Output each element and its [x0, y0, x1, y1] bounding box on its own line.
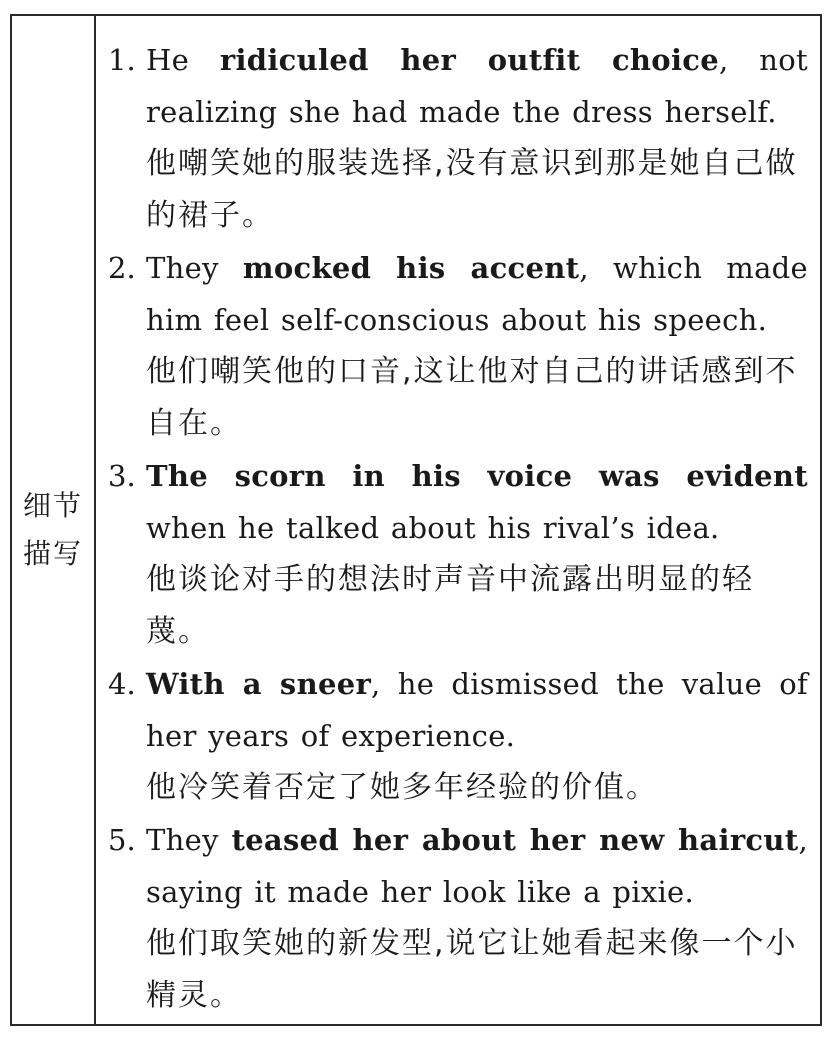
chinese-translation: 他们取笑她的新发型,说它让她看起来像一个小精灵。 [146, 926, 798, 1013]
chinese-translation: 他谈论对手的想法时声音中流露出明显的轻蔑。 [146, 562, 754, 649]
key-phrase: The scorn in his voice was evident [146, 459, 808, 493]
example-item [108, 658, 808, 814]
section-label-cell [12, 16, 96, 1024]
key-phrase: With a sneer [146, 667, 372, 701]
example-item [108, 450, 808, 658]
english-sentence: They teased her about her new haircut, saying it made her look like a pixie. [146, 823, 808, 909]
example-number: 5. [108, 823, 136, 857]
examples-cell [96, 16, 820, 1024]
key-phrase: mocked his accent [242, 251, 580, 285]
example-number: 4. [108, 667, 136, 701]
key-phrase: ridiculed her outfit choice [219, 43, 719, 77]
english-sentence: They mocked his accent, which made him feel self-conscious about his speech. [146, 251, 808, 337]
chinese-translation: 他冷笑着否定了她多年经验的价值。 [146, 770, 658, 805]
english-sentence: With a sneer, he dismissed the value of her years of experience. [146, 667, 808, 753]
example-number: 1. [108, 43, 136, 77]
vocabulary-table [10, 14, 822, 1026]
example-item [108, 34, 808, 242]
english-sentence: He ridiculed her outfit choice, not realizing she had made the dress herself. [146, 43, 808, 129]
example-item [108, 242, 808, 450]
example-item [108, 814, 808, 1022]
chinese-translation: 他嘲笑她的服装选择,没有意识到那是她自己做的裙子。 [146, 146, 798, 233]
chinese-translation: 他们嘲笑他的口音,这让他对自己的讲话感到不自在。 [146, 354, 798, 441]
key-phrase: teased her about her new haircut [231, 823, 799, 857]
section-label: 细节描写 [23, 489, 84, 570]
english-sentence: The scorn in his voice was evident when he talked about his rival’s idea. [146, 459, 808, 545]
example-number: 2. [108, 251, 136, 285]
example-number: 3. [108, 459, 136, 493]
